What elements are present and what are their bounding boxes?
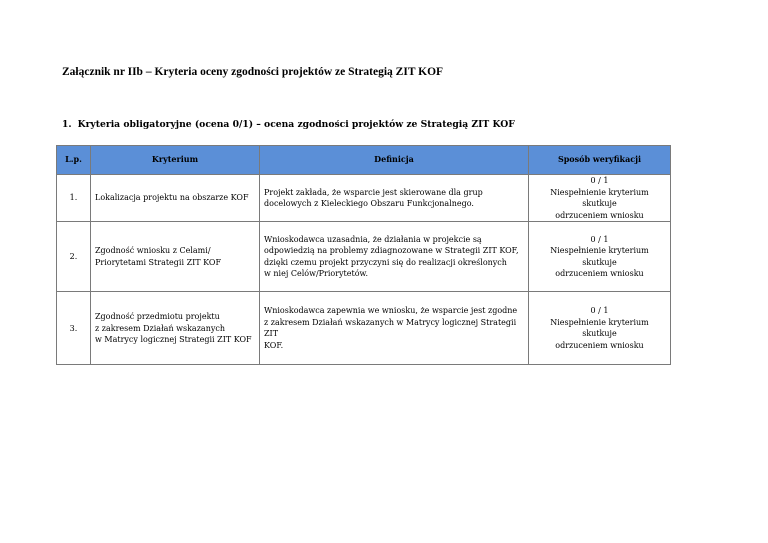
table-header-row [57, 146, 671, 175]
header-definicja: Definicja [260, 146, 529, 175]
table-row [57, 175, 671, 222]
row-sposob [529, 175, 671, 222]
row-definicja: Wnioskodawca uzasadnia, że działania w projekcie są odpowiedzią na problemy zdiagnozowane w Strategii ZIT KOF, dzięki czemu projekt przyczyni się do realizacji określonych w niej Celów/Priorytetów. [260, 222, 529, 292]
document-title: Załącznik nr IIb – Kryteria oceny zgodności projektów ze Strategią ZIT KOF [62, 66, 444, 78]
row-sposob [529, 292, 671, 365]
row-kryterium: Lokalizacja projektu na obszarze KOF [91, 175, 260, 222]
criteria-table [56, 145, 671, 365]
header-kryterium: Kryterium [91, 146, 260, 175]
row-definicja: Projekt zakłada, że wsparcie jest skierowane dla grup docelowych z Kieleckiego Obszaru Funkcjonalnego. [260, 175, 529, 222]
section-heading [62, 119, 515, 130]
table-row [57, 292, 671, 365]
row-lp: 2. [57, 222, 91, 292]
row-ocena: 0 / 1 [590, 234, 609, 244]
table-row [57, 222, 671, 292]
row-ocena: 0 / 1 [590, 306, 609, 316]
row-kryterium: Zgodność wniosku z Celami/ Priorytetami Strategii ZIT KOF [91, 222, 260, 292]
header-sposob: Sposób weryfikacji [529, 146, 671, 175]
row-sposob-text: Niespełnienie kryterium skutkuje odrzuceniem wniosku [550, 187, 649, 220]
row-sposob-text: Niespełnienie kryterium skutkuje odrzuceniem wniosku [550, 317, 649, 350]
row-sposob-text: Niespełnienie kryterium skutkuje odrzuceniem wniosku [550, 246, 649, 279]
section-number: 1. [62, 119, 72, 130]
row-lp: 3. [57, 292, 91, 365]
header-lp: L.p. [57, 146, 91, 175]
row-definicja: Wnioskodawca zapewnia we wniosku, że wsparcie jest zgodne z zakresem Działań wskazanych w Matrycy logicznej Strategii ZIT KOF. [260, 292, 529, 365]
section-heading-text: Kryteria obligatoryjne (ocena 0/1) – ocena zgodności projektów ze Strategią ZIT KOF [77, 119, 515, 130]
row-ocena: 0 / 1 [590, 176, 609, 185]
row-lp: 1. [57, 175, 91, 222]
row-kryterium: Zgodność przedmiotu projektu z zakresem Działań wskazanych w Matrycy logicznej Strategii ZIT KOF [91, 292, 260, 365]
row-sposob [529, 222, 671, 292]
